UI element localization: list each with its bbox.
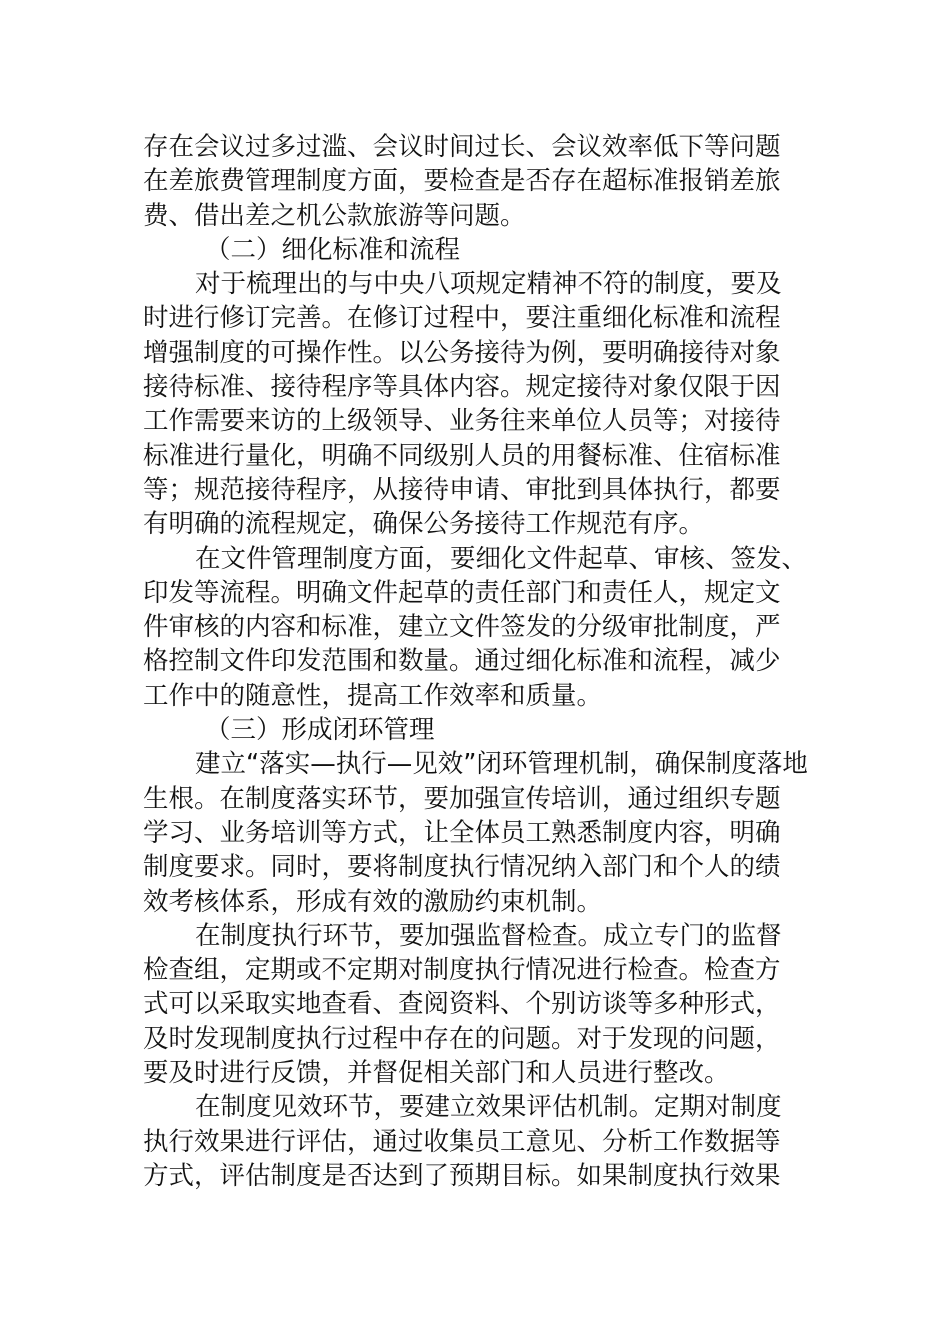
text-line: 件审核的内容和标准，建立文件签发的分级审批制度，严 (143, 612, 781, 643)
text-line: 式可以采取实地查看、查阅资料、个别访谈等多种形式， (143, 989, 781, 1020)
document-body (143, 130, 823, 1193)
text-line: 工作需要来访的上级领导、业务往来单位人员等；对接待 (143, 406, 781, 437)
text-line: 时进行修订完善。在修订过程中，要注重细化标准和流程 (143, 303, 781, 334)
text-line: 费、借出差之机公款旅游等问题。 (143, 200, 526, 231)
text-line: 及时发现制度执行过程中存在的问题。对于发现的问题， (143, 1023, 781, 1054)
section-heading-2: （二）细化标准和流程 (205, 234, 461, 265)
paragraph-start: 在文件管理制度方面，要细化文件起草、审核、签发、 (195, 543, 808, 574)
paragraph-start: 对于梳理出的与中央八项规定精神不符的制度，要及 (195, 269, 782, 300)
text-line: 印发等流程。明确文件起草的责任部门和责任人，规定文 (143, 577, 781, 608)
text-line: 格控制文件印发范围和数量。通过细化标准和流程，减少 (143, 646, 781, 677)
text-line: 效考核体系，形成有效的激励约束机制。 (143, 886, 603, 917)
paragraph-start: 在制度见效环节，要建立效果评估机制。定期对制度 (195, 1092, 782, 1123)
text-line: 在差旅费管理制度方面，要检查是否存在超标准报销差旅 (143, 166, 781, 197)
section-heading-3: （三）形成闭环管理 (205, 715, 435, 746)
text-line: 要及时进行反馈，并督促相关部门和人员进行整改。 (143, 1058, 730, 1089)
text-line: 接待标准、接待程序等具体内容。规定接待对象仅限于因 (143, 372, 781, 403)
text-line: 工作中的随意性，提高工作效率和质量。 (143, 680, 603, 711)
text-line: 生根。在制度落实环节，要加强宣传培训，通过组织专题 (143, 783, 781, 814)
text-line: 制度要求。同时，要将制度执行情况纳入部门和个人的绩 (143, 852, 781, 883)
text-line: 学习、业务培训等方式，让全体员工熟悉制度内容，明确 (143, 817, 781, 848)
text-line: 检查组，定期或不定期对制度执行情况进行检查。检查方 (143, 955, 781, 986)
text-line: 标准进行量化，明确不同级别人员的用餐标准、住宿标准 (143, 440, 781, 471)
text-line: 执行效果进行评估，通过收集员工意见、分析工作数据等 (143, 1126, 781, 1157)
text-line: 等；规范接待程序，从接待申请、审批到具体执行，都要 (143, 474, 781, 505)
text-line: 有明确的流程规定，确保公务接待工作规范有序。 (143, 509, 705, 540)
text-line: 存在会议过多过滥、会议时间过长、会议效率低下等问题 (143, 132, 781, 162)
paragraph-start: 在制度执行环节，要加强监督检查。成立专门的监督 (195, 920, 782, 951)
paragraph-start: 建立“落实—执行—见效”闭环管理机制，确保制度落地 (195, 749, 808, 780)
text-line: 方式，评估制度是否达到了预期目标。如果制度执行效果 (143, 1160, 781, 1191)
text-line: 增强制度的可操作性。以公务接待为例，要明确接待对象 (143, 337, 781, 368)
